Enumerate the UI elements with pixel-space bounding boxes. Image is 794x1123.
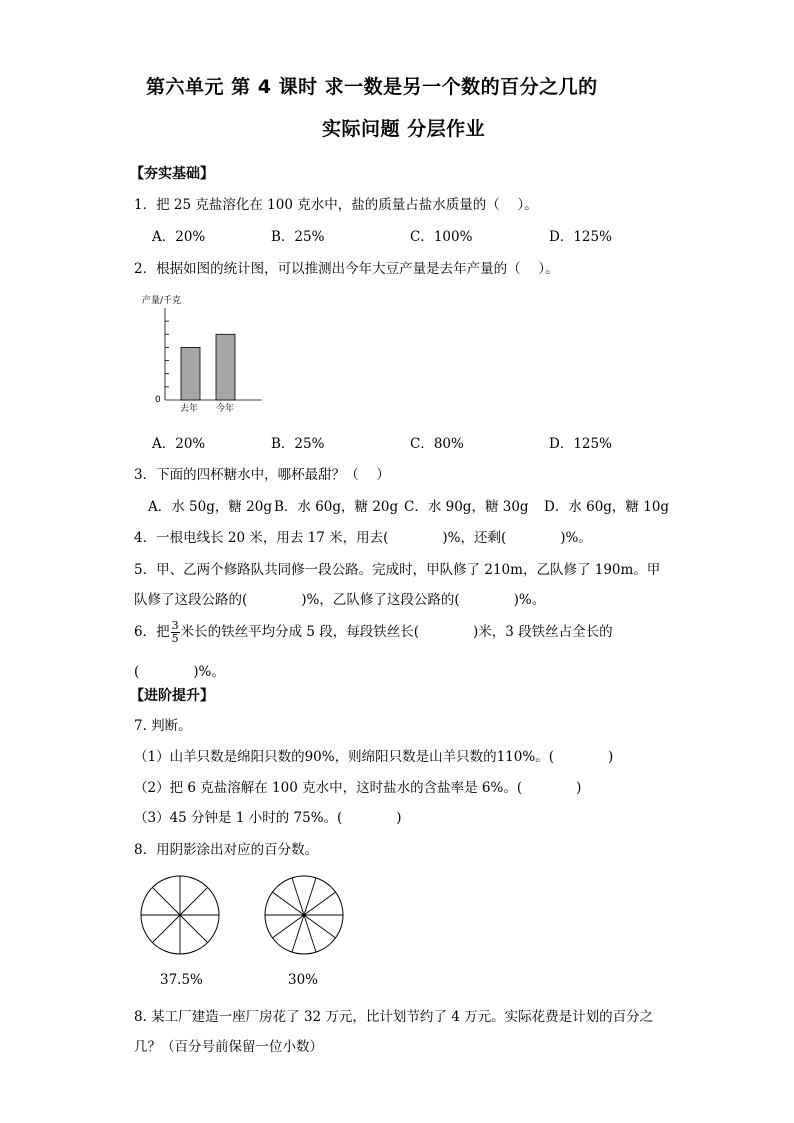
question-7-item-1: （1）山羊只数是绵阳只数的90%，则绵阳只数是山羊只数的110%。( ) (134, 749, 614, 765)
question-5-line1: 5．甲、乙两个修路队共同修一段公路。完成时，甲队修了 210m，乙队修了 190m。甲 (134, 562, 661, 578)
chart-bar-this-year (216, 334, 235, 400)
question-4-text: 4．一根电线长 20 米，用去 17 米，用去( )%，还剩( )%。 (134, 530, 592, 546)
question-7-item-2: （2）把 6 克盐溶解在 100 克水中，这时盐水的含盐率是 6%。( ) (134, 780, 582, 796)
question-9-line1: 8. 某工厂建造一座厂房花了 32 万元，比计划节约了 4 万元。实际花费是计划的百分之 (134, 1009, 654, 1025)
question-6-suffix: 米长的铁丝平均分成 5 段，每段铁丝长( )米，3 段铁丝占全长的 (180, 624, 613, 640)
circle-spoke (304, 878, 316, 915)
question-6-line1 (134, 620, 613, 645)
bar-chart (130, 290, 270, 415)
page-title-line1: 第六单元 第 4 课时 求一数是另一个数的百分之几的 (146, 76, 598, 98)
circle-spoke (304, 915, 336, 938)
question-3-option-a[interactable]: A．水 50g，糖 20g (148, 499, 272, 515)
chart-x-label-this-year: 今年 (216, 404, 235, 414)
question-2-text: 2．根据如图的统计图，可以推测出今年大豆产量是去年产量的（ ）。 (134, 261, 559, 277)
question-2-option-a[interactable]: A．20% (152, 436, 206, 452)
circle-10-parts[interactable] (259, 870, 349, 960)
fraction-denominator: 5 (171, 632, 179, 645)
section-basic-heading: 【夯实基础】 (130, 166, 214, 182)
chart-bar-last-year (181, 347, 200, 400)
circle-spoke (152, 887, 180, 915)
circle-spoke (272, 915, 304, 938)
chart-y-tick-label-0: 0 (155, 395, 161, 405)
question-1-option-b[interactable]: B．25% (271, 229, 325, 245)
question-9-line2: 几？（百分号前保留一位小数） (134, 1039, 323, 1055)
section-advanced-heading: 【进阶提升】 (130, 688, 214, 704)
question-8-text: 8．用阴影涂出对应的百分数。 (134, 842, 319, 858)
question-3-option-d[interactable]: D．水 60g，糖 10g (544, 499, 670, 515)
page-title-line2: 实际问题 分层作业 (322, 118, 486, 140)
question-7-item-3: （3）45 分钟是 1 小时的 75%。( ) (134, 810, 402, 826)
question-1-option-d[interactable]: D．125% (549, 229, 612, 245)
question-5-line2: 队修了这段公路的( )%，乙队修了这段公路的( )%。 (134, 592, 546, 608)
circle-spoke (180, 915, 208, 943)
question-7-text: 7. 判断。 (134, 718, 192, 734)
chart-y-axis-label: 产量/千克 (142, 296, 182, 306)
circle-spoke (180, 887, 208, 915)
circle-10-label: 30% (288, 972, 319, 988)
question-3-text: 3．下面的四杯糖水中，哪杯最甜？（ ） (134, 467, 390, 483)
question-1-text: 1．把 25 克盐溶化在 100 克水中，盐的质量占盐水质量的（ ）。 (134, 197, 538, 213)
circle-spoke (304, 892, 336, 915)
fraction-three-fifths (171, 620, 180, 645)
circle-spoke (304, 915, 316, 952)
question-2-option-d[interactable]: D．125% (549, 436, 612, 452)
chart-x-label-last-year: 去年 (180, 404, 199, 414)
question-1-option-a[interactable]: A．20% (152, 229, 206, 245)
question-6-prefix: 6．把 (134, 624, 170, 640)
question-1-option-c[interactable]: C．100% (410, 229, 473, 245)
question-2-option-c[interactable]: C．80% (410, 436, 464, 452)
question-3-option-c[interactable]: C．水 90g，糖 30g (404, 499, 529, 515)
circle-spoke (152, 915, 180, 943)
fraction-numerator: 3 (171, 619, 179, 632)
question-3-option-b[interactable]: B．水 60g，糖 20g (274, 499, 399, 515)
question-2-option-b[interactable]: B．25% (271, 436, 325, 452)
circle-8-label: 37.5% (160, 972, 203, 988)
circle-8-parts[interactable] (135, 870, 225, 960)
question-6-line2: ( )%。 (134, 664, 225, 680)
circle-spoke (292, 878, 304, 915)
circle-spoke (292, 915, 304, 952)
circle-spoke (272, 892, 304, 915)
